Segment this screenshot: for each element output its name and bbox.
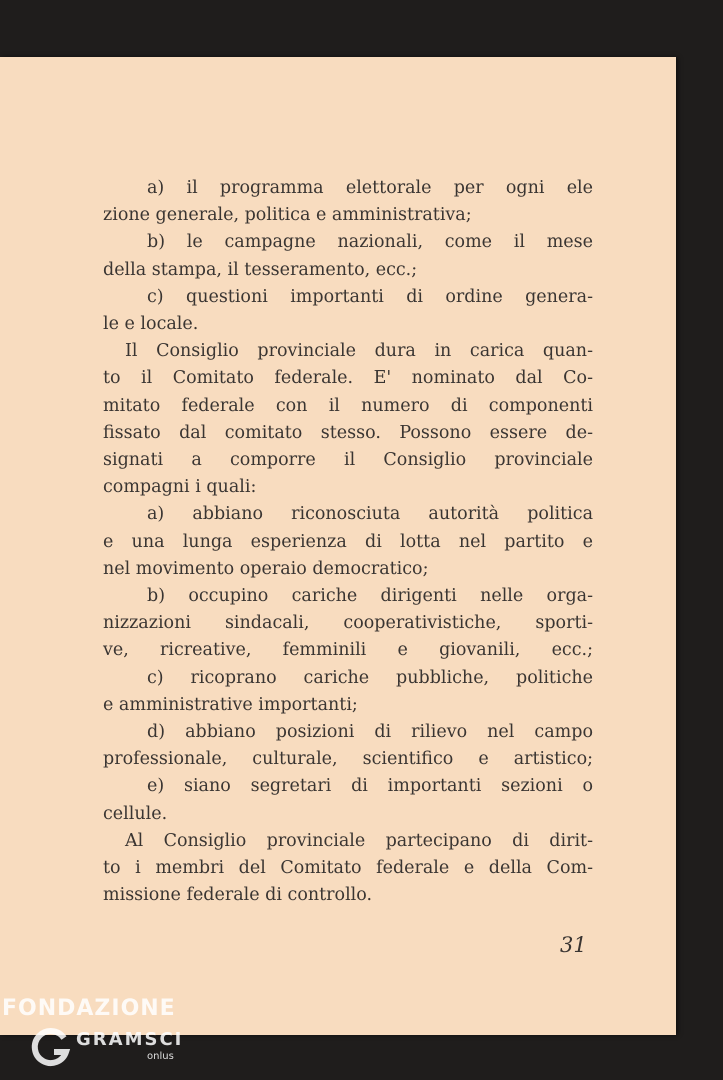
watermark-line2: GRAMSCI <box>76 1029 184 1050</box>
text-line: c) questioni importanti di ordine genera- <box>147 286 593 307</box>
text-line: c) ricoprano cariche pubbliche, politiche <box>147 667 593 688</box>
text-line: professionale, culturale, scientifico e artistico; <box>103 749 593 770</box>
text-line: e amministrative importanti; <box>103 694 358 715</box>
text-line: missione federale di controllo. <box>103 885 373 906</box>
text-line: ve, ricreative, femminili e giovanili, ecc.; <box>103 640 593 661</box>
watermark-line3: onlus <box>147 1051 174 1062</box>
watermark-logo <box>2 996 184 1062</box>
page-number: 31 <box>560 933 587 957</box>
text-line: della stampa, il tesseramento, ecc.; <box>103 259 418 280</box>
text-line: cellule. <box>103 803 168 824</box>
document-page <box>0 57 676 1035</box>
text-line: b) occupino cariche dirigenti nelle orga- <box>147 586 593 607</box>
text-line: nizzazioni sindacali, cooperativistiche, sporti- <box>103 613 593 634</box>
page-text <box>103 175 593 909</box>
watermark-brand <box>30 1026 190 1076</box>
text-line: a) il programma elettorale per ogni ele <box>147 178 593 198</box>
text-line: compagni i quali: <box>103 477 257 498</box>
text-line: e una lunga esperienza di lotta nel partito e <box>103 531 593 552</box>
text-line: signati a comporre il Consiglio provinciale <box>103 450 593 471</box>
text-line: to i membri del Comitato federale e della Com- <box>103 858 593 879</box>
text-line: b) le campagne nazionali, come il mese <box>147 232 593 253</box>
text-line: e) siano segretari di importanti sezioni o <box>147 776 593 797</box>
text-line: mitato federale con il numero di componenti <box>103 395 593 416</box>
text-line: a) abbiano riconosciuta autorità politica <box>147 504 593 525</box>
text-line: Al Consiglio provinciale partecipano di dirit- <box>125 830 593 851</box>
watermark-line1: FONDAZIONE <box>2 996 176 1021</box>
text-line: d) abbiano posizioni di rilievo nel campo <box>147 722 593 743</box>
text-line: nel movimento operaio democratico; <box>103 558 429 579</box>
text-line: to il Comitato federale. E' nominato dal Co- <box>103 368 593 389</box>
text-line: Il Consiglio provinciale dura in carica quan- <box>125 341 593 362</box>
text-line: zione generale, politica e amministrativa; <box>103 205 472 226</box>
gramsci-g-icon <box>30 1026 74 1070</box>
text-line: le e locale. <box>103 314 199 335</box>
text-line: fissato dal comitato stesso. Possono essere de- <box>103 422 593 443</box>
